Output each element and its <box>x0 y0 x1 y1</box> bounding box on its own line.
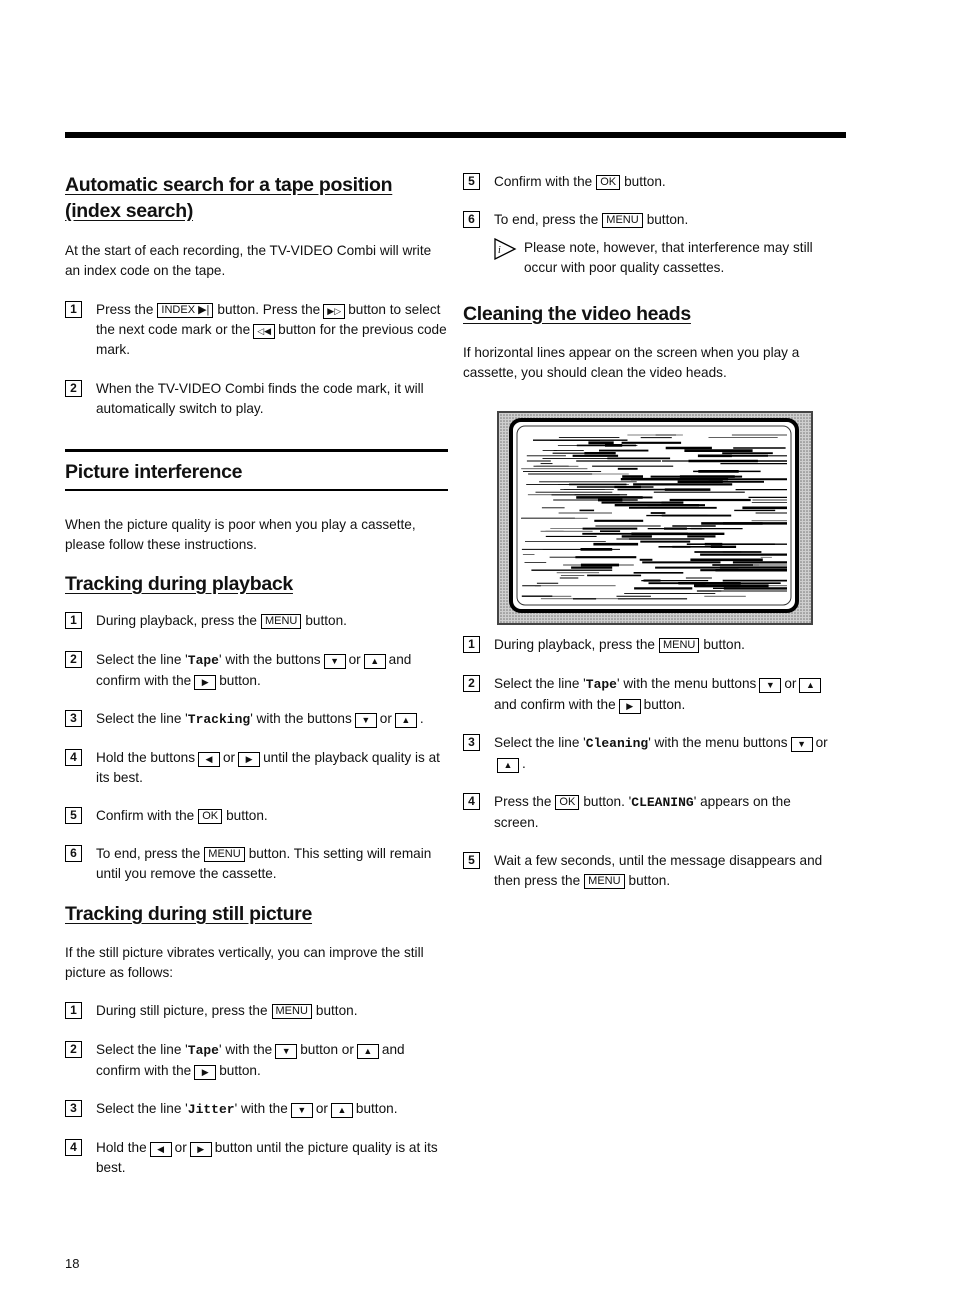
step-text: Select the line ' <box>96 1042 188 1057</box>
step-number: 1 <box>463 636 480 653</box>
tv-illustration-wrapper <box>463 393 838 627</box>
step-text: button to select the next code mark or the <box>96 302 441 337</box>
step-number: 1 <box>65 301 82 318</box>
step-number: 3 <box>463 734 480 751</box>
tracking-playback-step-6-cont <box>463 210 838 230</box>
step-text: ' with the <box>218 1042 273 1057</box>
step-number: 2 <box>65 651 82 668</box>
step-text: ' appears on the screen. <box>494 794 791 830</box>
step-number: 5 <box>463 173 480 190</box>
step-text: until the playback quality is at its best. <box>96 750 440 785</box>
step-text: When the TV-VIDEO Combi finds the code mark, it will automatically switch to play. <box>96 381 424 416</box>
step-number: 2 <box>65 1041 82 1058</box>
tracking-playback-step-1 <box>65 611 448 631</box>
step-text: Select the line ' <box>494 676 586 691</box>
step-text: or <box>784 676 797 691</box>
menu-line-cleaning: Cleaning <box>585 736 649 751</box>
step-text: button or <box>300 1042 354 1057</box>
menu-line-tape: Tape <box>585 677 617 692</box>
step-number: 6 <box>463 211 480 228</box>
fast-forward-key: ▶▷ <box>323 304 345 319</box>
tracking-playback-step-2 <box>65 650 448 691</box>
interference-tv-image <box>497 411 813 625</box>
step-number: 5 <box>65 807 82 824</box>
step-text: ' with the buttons <box>218 652 321 667</box>
cleaning-step-3 <box>463 733 838 774</box>
right-key: ▶ <box>619 699 641 714</box>
menu-key: MENU <box>659 638 699 653</box>
step-text: To end, press the <box>96 846 201 861</box>
step-text: button. <box>305 613 347 628</box>
tracking-playback-step-5-cont <box>463 172 838 192</box>
menu-key: MENU <box>204 847 244 862</box>
up-key: ▲ <box>799 678 821 693</box>
step-text: Select the line ' <box>96 711 188 726</box>
cleaning-step-2 <box>463 674 838 715</box>
step-text: button. <box>646 212 689 227</box>
down-key: ▼ <box>291 1103 313 1118</box>
index-key: INDEX ▶| <box>157 303 213 318</box>
step-text: or <box>223 750 236 765</box>
tracking-playback-step-6 <box>65 844 448 884</box>
up-key: ▲ <box>364 654 386 669</box>
index-search-title: Automatic search for a tape position (index search) <box>65 174 393 222</box>
step-text: Select the line ' <box>96 1101 188 1116</box>
step-text: To end, press the <box>494 212 599 227</box>
menu-line-tape: Tape <box>187 1043 219 1058</box>
info-icon <box>493 238 517 260</box>
step-text: During playback, press the <box>494 637 655 652</box>
step-text: button. <box>219 673 261 688</box>
step-text: button. ' <box>583 794 632 809</box>
step-text: button. <box>315 1003 358 1018</box>
step-number: 4 <box>65 749 82 766</box>
cleaning-step-1 <box>463 635 838 655</box>
cleaning-step-4 <box>463 792 838 833</box>
step-text: Hold the buttons <box>96 750 195 765</box>
down-key: ▼ <box>324 654 346 669</box>
step-text: ' with the menu buttons <box>648 735 788 750</box>
step-number: 6 <box>65 845 82 862</box>
step-text: or <box>815 735 828 750</box>
step-text: or <box>174 1140 187 1155</box>
index-step-2 <box>65 379 448 419</box>
info-note <box>463 238 838 278</box>
ok-key: OK <box>198 809 222 824</box>
right-key: ▶ <box>190 1142 212 1157</box>
left-key: ◀ <box>150 1142 172 1157</box>
step-text: Select the line ' <box>494 735 586 750</box>
step-text: During still picture, press the <box>96 1003 268 1018</box>
right-key: ▶ <box>194 675 216 690</box>
menu-line-tape: Tape <box>187 653 219 668</box>
step-number: 4 <box>463 793 480 810</box>
rewind-key: ◁◀ <box>253 324 275 339</box>
step-text: Press the <box>494 794 552 809</box>
up-key: ▲ <box>331 1103 353 1118</box>
right-column <box>463 172 838 891</box>
step-number: 1 <box>65 612 82 629</box>
step-text: or <box>315 1101 328 1116</box>
left-key: ◀ <box>198 752 220 767</box>
menu-line-tracking: Tracking <box>187 712 251 727</box>
down-key: ▼ <box>791 737 813 752</box>
up-key: ▲ <box>357 1044 379 1059</box>
step-text: button. <box>628 873 671 888</box>
step-text: ' with the buttons <box>250 711 352 726</box>
note-text: Please note, however, that interference may still occur with poor quality cassettes. <box>524 240 813 275</box>
picture-interference-intro: When the picture quality is poor when you play a cassette, please follow these instructions. <box>65 517 416 552</box>
down-key: ▼ <box>275 1044 297 1059</box>
right-key: ▶ <box>238 752 260 767</box>
tracking-still-step-4 <box>65 1138 448 1178</box>
top-rule <box>65 132 846 138</box>
up-key: ▲ <box>497 758 519 773</box>
step-text: and confirm with the <box>96 652 412 688</box>
step-text: and confirm with the <box>494 697 616 712</box>
step-text: button. <box>703 637 745 652</box>
down-key: ▼ <box>355 713 377 728</box>
cleaning-step-5 <box>463 851 838 891</box>
ok-key: OK <box>596 175 620 190</box>
step-text: Select the line ' <box>96 652 188 667</box>
menu-key: MENU <box>584 874 624 889</box>
index-step-1 <box>65 300 448 360</box>
step-number: 2 <box>65 380 82 397</box>
down-key: ▼ <box>759 678 781 693</box>
step-text: or <box>348 652 361 667</box>
menu-key: MENU <box>602 213 642 228</box>
svg-text:i: i <box>498 245 501 256</box>
step-text: ' with the <box>234 1101 288 1116</box>
menu-key: MENU <box>261 614 301 629</box>
tracking-still-intro: If the still picture vibrates vertically, you can improve the still picture as follows: <box>65 945 424 980</box>
left-column <box>65 172 448 1178</box>
step-text: . <box>522 756 526 771</box>
tracking-still-step-2 <box>65 1040 448 1081</box>
step-text: button until the picture quality is at its best. <box>96 1140 438 1175</box>
tracking-playback-step-4 <box>65 748 448 788</box>
tracking-still-step-1 <box>65 1001 448 1021</box>
step-text: or <box>379 711 392 726</box>
step-text: . <box>419 711 424 726</box>
tracking-playback-step-3 <box>65 709 448 730</box>
menu-key: MENU <box>272 1004 312 1019</box>
step-text: button. <box>643 697 686 712</box>
right-key: ▶ <box>194 1065 216 1080</box>
step-text: Confirm with the <box>96 808 195 823</box>
cleaning-title: Cleaning the video heads <box>463 303 691 325</box>
step-number: 4 <box>65 1139 82 1156</box>
step-number: 3 <box>65 710 82 727</box>
step-text: button. <box>355 1101 398 1116</box>
index-search-intro: At the start of each recording, the TV-VIDEO Combi will write an index code on the tape. <box>65 243 432 278</box>
step-text: and confirm with the <box>96 1042 405 1078</box>
cleaning-intro: If horizontal lines appear on the screen when you play a cassette, you should clean the video heads. <box>463 345 800 380</box>
step-number: 3 <box>65 1100 82 1117</box>
step-text: Hold the <box>96 1140 147 1155</box>
step-text: Wait a few seconds, until the message disappears and then press the <box>494 853 823 888</box>
ok-key: OK <box>555 795 579 810</box>
step-number: 5 <box>463 852 480 869</box>
up-key: ▲ <box>395 713 417 728</box>
tracking-still-step-3 <box>65 1099 448 1120</box>
step-text: button for the previous code mark. <box>96 322 447 357</box>
step-text: ' with the menu buttons <box>616 676 757 691</box>
osd-message-cleaning: CLEANING <box>631 795 694 810</box>
step-number: 2 <box>463 675 480 692</box>
menu-line-jitter: Jitter <box>187 1102 235 1117</box>
step-text: Press the <box>96 302 154 317</box>
picture-interference-title: Picture interference <box>65 449 448 491</box>
page-number: 18 <box>65 1256 80 1271</box>
step-number: 1 <box>65 1002 82 1019</box>
step-text: button. Press the <box>217 302 321 317</box>
step-text: Confirm with the <box>494 174 593 189</box>
step-text: button. <box>624 174 666 189</box>
step-text: button. <box>226 808 268 823</box>
step-text: button. This setting will remain until you remove the cassette. <box>96 846 432 881</box>
tracking-playback-title: Tracking during playback <box>65 573 293 595</box>
tracking-playback-step-5 <box>65 806 448 826</box>
tracking-still-title: Tracking during still picture <box>65 903 313 925</box>
step-text: During playback, press the <box>96 613 257 628</box>
step-text: button. <box>219 1063 261 1078</box>
